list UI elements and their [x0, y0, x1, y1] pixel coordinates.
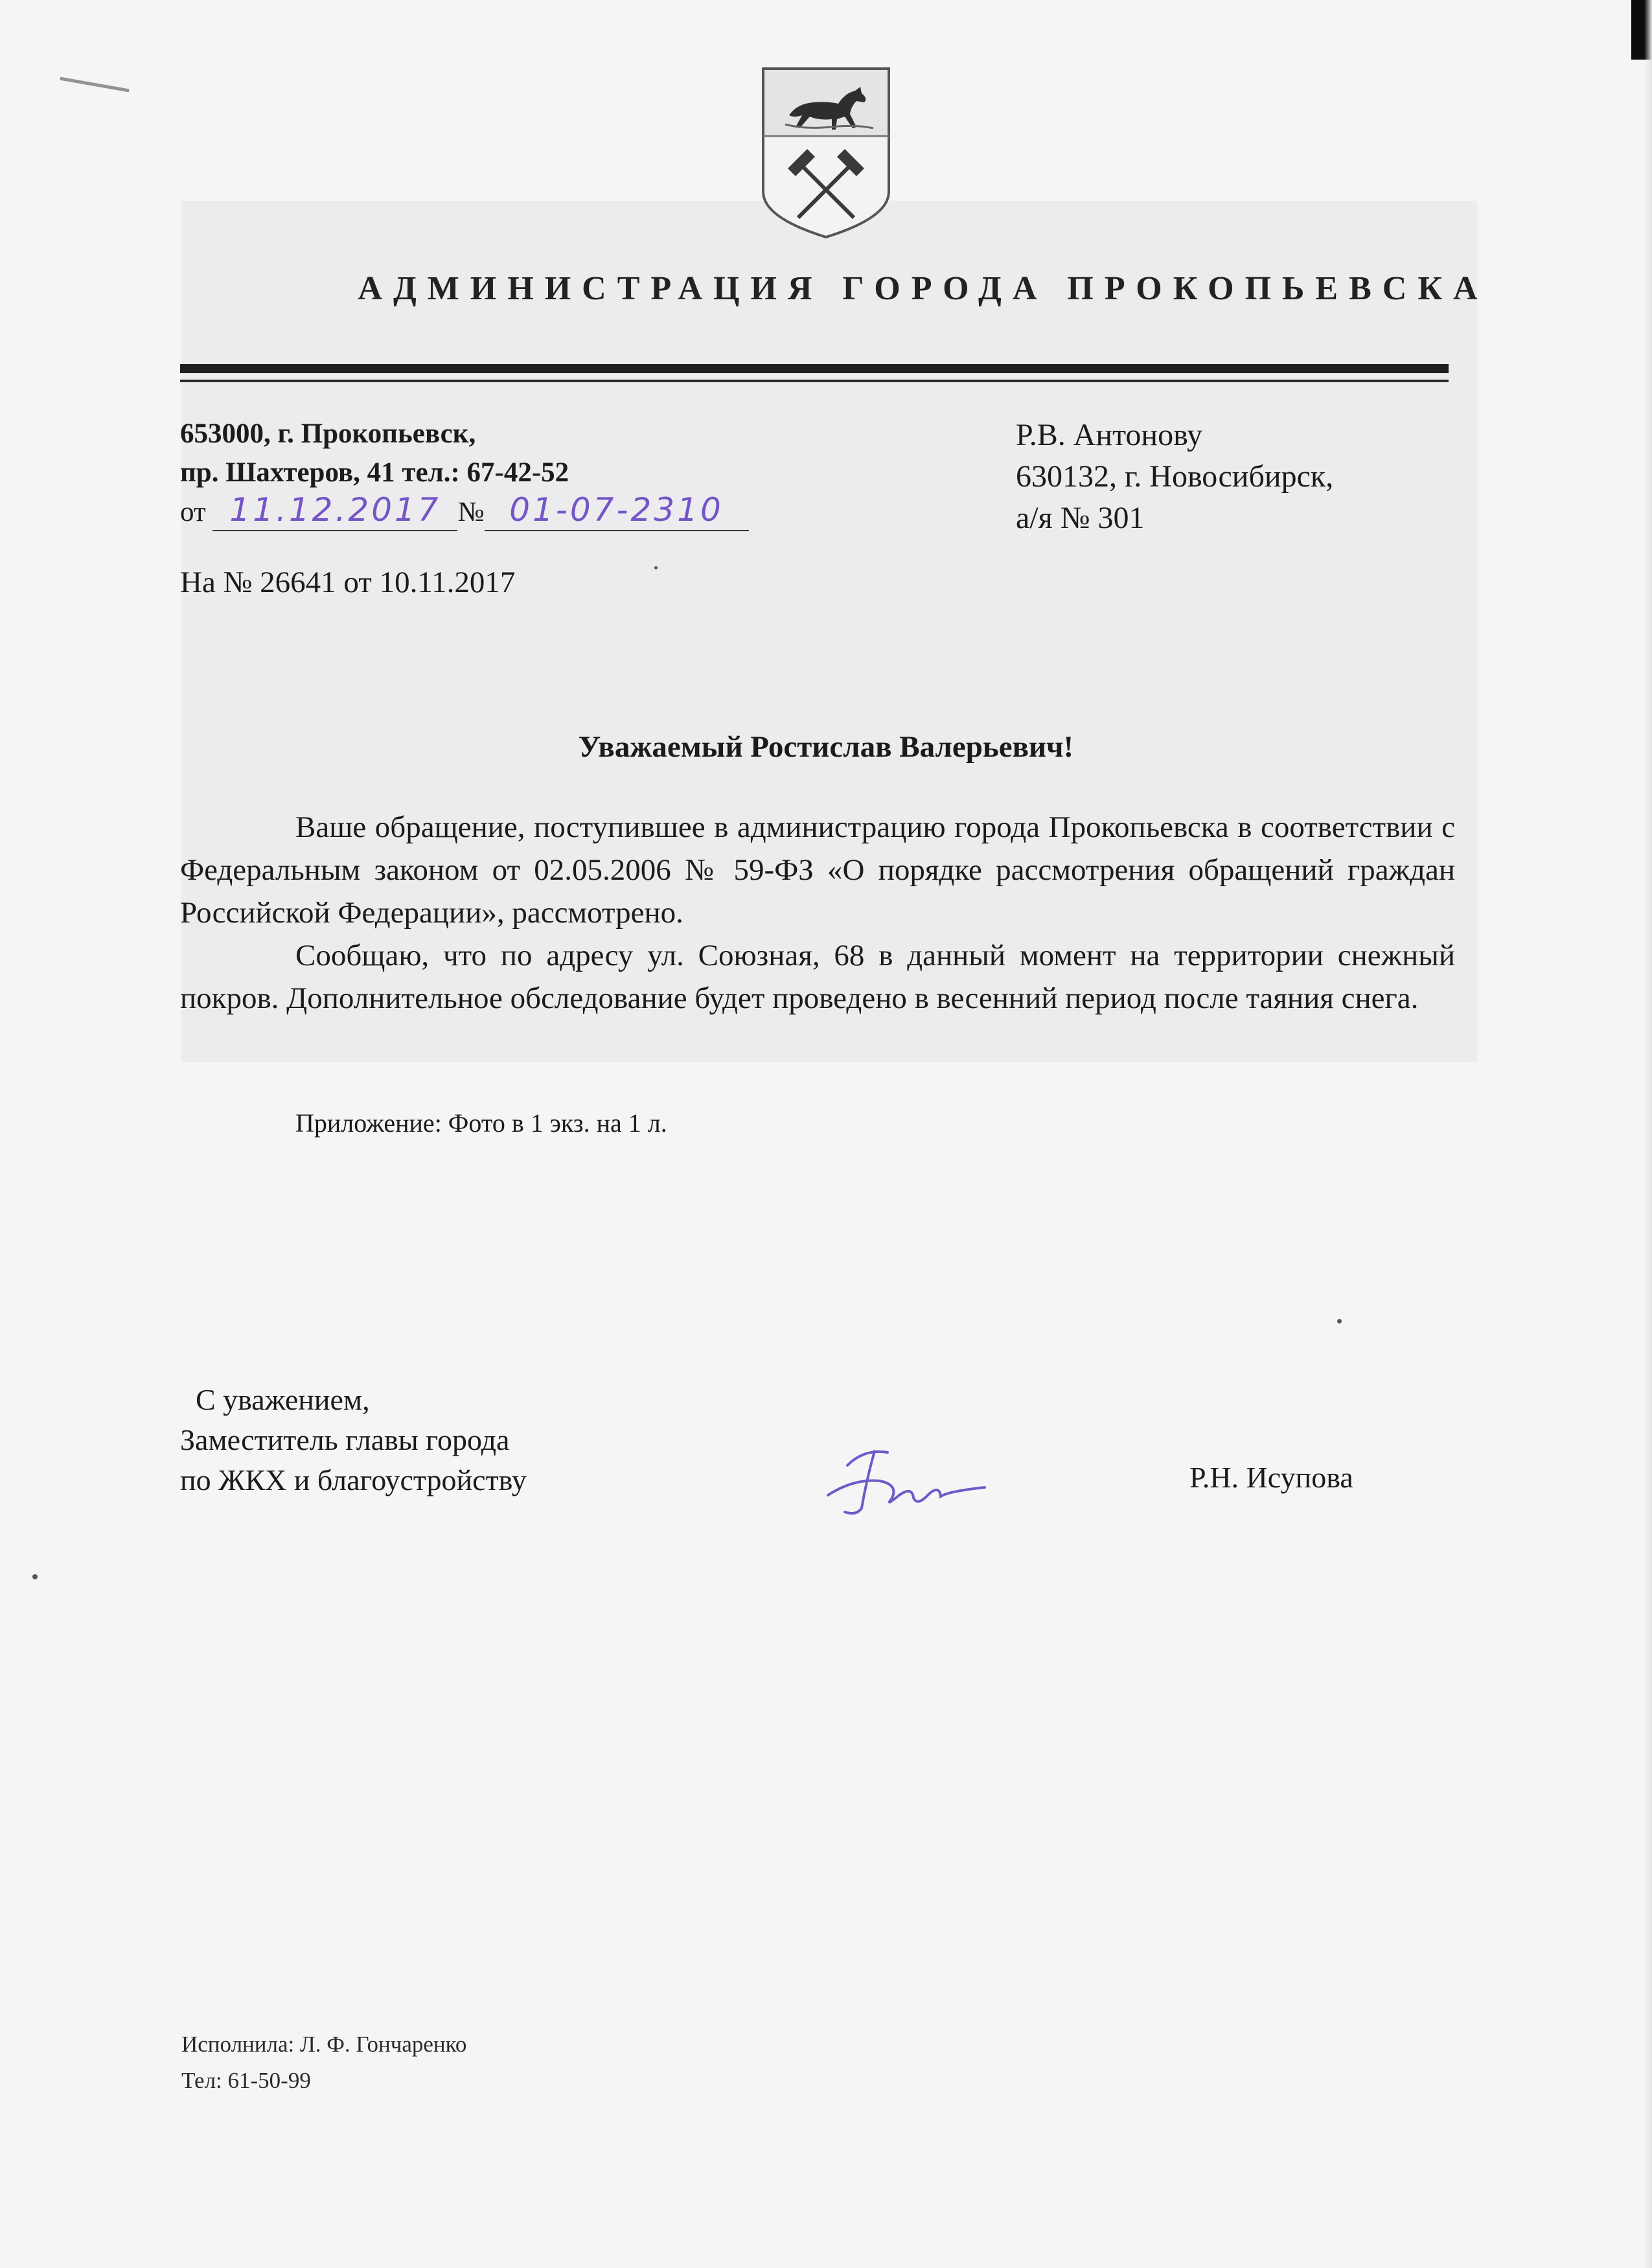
closing-block	[180, 1380, 527, 1500]
salutation: Уважаемый Ростислав Валерьевич!	[578, 730, 1074, 764]
handwritten-signature	[802, 1439, 990, 1524]
number-prefix: №	[457, 497, 485, 527]
registration-number-field	[485, 492, 749, 531]
recipient-name: Р.В. Антонову	[1016, 418, 1203, 452]
closing-line-3: по ЖКХ и благоустройству	[180, 1463, 527, 1496]
scan-scratch	[60, 77, 129, 93]
scan-speck	[1337, 1319, 1342, 1323]
body-paragraph-2: Сообщаю, что по адресу ул. Союзная, 68 в данный момент на территории снежный покров. Дополнительное обследование будет проведено в весенний период после таяния снега.	[180, 939, 1455, 1015]
letterhead-rule-thin	[180, 380, 1449, 382]
executor-name: Исполнила: Л. Ф. Гончаренко	[181, 2032, 467, 2057]
recipient-address-line-1: 630132, г. Новосибирск,	[1016, 459, 1334, 494]
recipient-address-line-2: а/я № 301	[1016, 501, 1145, 535]
registration-date: 11.12.2017	[229, 491, 441, 529]
registration-line	[180, 492, 749, 531]
registration-number: 01-07-2310	[509, 491, 724, 529]
sender-address-line-1: 653000, г. Прокопьевск,	[180, 418, 476, 449]
registration-date-field	[212, 492, 457, 531]
organization-name: АДМИНИСТРАЦИЯ ГОРОДА ПРОКОПЬЕВСКА	[358, 270, 1489, 307]
signer-name: Р.Н. Исупова	[1189, 1461, 1353, 1494]
executor-block	[181, 2026, 466, 2099]
closing-line-2: Заместитель главы города	[180, 1423, 510, 1456]
scan-speck	[654, 566, 658, 569]
scan-edge-shadow	[1644, 0, 1652, 2268]
executor-phone: Тел: 61-50-99	[181, 2068, 311, 2093]
body-paragraph-1: Ваше обращение, поступившее в администрацию города Прокопьевска в соответствии с Федеральным законом от 02.05.2006 № 59-ФЗ «О порядке рассмотрения обращений граждан Российской Федерации», рассмотрено.	[180, 810, 1455, 930]
letterhead-rule-thick	[180, 364, 1449, 373]
attachment-note: Приложение: Фото в 1 экз. на 1 л.	[295, 1108, 667, 1138]
reply-reference: На № 26641 от 10.11.2017	[180, 566, 516, 599]
date-prefix: от	[180, 497, 206, 527]
prokopyevsk-coat-of-arms-icon	[759, 65, 893, 241]
sender-block	[180, 415, 569, 492]
closing-line-1: С уважением,	[196, 1383, 370, 1416]
scan-speck	[32, 1574, 38, 1579]
sender-address-line-2: пр. Шахтеров, 41 тел.: 67-42-52	[180, 457, 569, 488]
recipient-block	[1016, 415, 1333, 539]
letter-body	[180, 806, 1455, 1020]
